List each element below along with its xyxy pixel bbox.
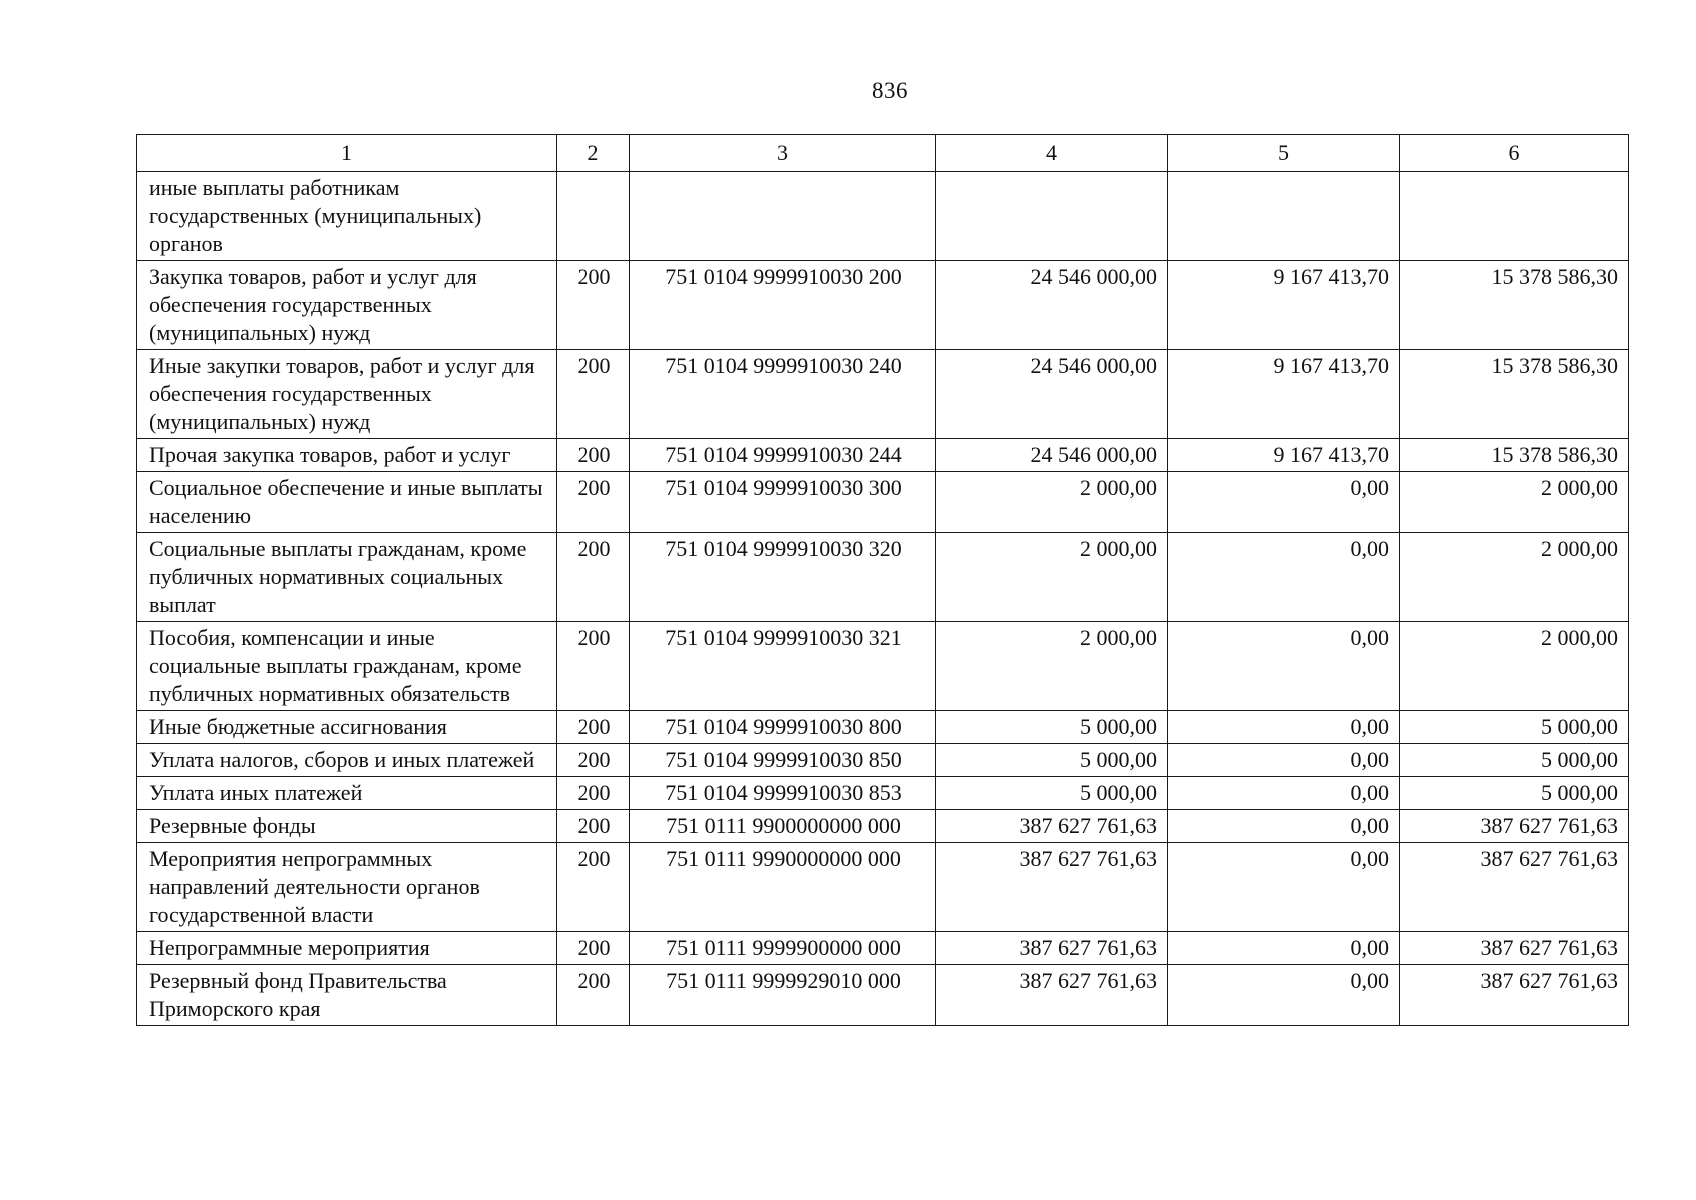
table-row [137, 622, 1629, 711]
row-code: 200 [557, 261, 630, 350]
row-unexecuted: 5 000,00 [1400, 711, 1629, 744]
row-approved: 387 627 761,63 [936, 965, 1168, 1026]
row-unexecuted: 15 378 586,30 [1400, 350, 1629, 439]
row-executed: 0,00 [1168, 810, 1400, 843]
row-name: Закупка товаров, работ и услуг для обеспечения государственных (муниципальных) нужд [137, 261, 557, 350]
row-unexecuted: 387 627 761,63 [1400, 965, 1629, 1026]
row-executed: 9 167 413,70 [1168, 439, 1400, 472]
row-kbk: 751 0104 9999910030 800 [630, 711, 936, 744]
row-approved: 5 000,00 [936, 777, 1168, 810]
row-executed: 0,00 [1168, 932, 1400, 965]
row-unexecuted: 5 000,00 [1400, 744, 1629, 777]
row-approved: 24 546 000,00 [936, 261, 1168, 350]
row-name: Иные закупки товаров, работ и услуг для обеспечения государственных (муниципальных) нужд [137, 350, 557, 439]
row-approved: 5 000,00 [936, 711, 1168, 744]
row-kbk: 751 0111 9990000000 000 [630, 843, 936, 932]
row-kbk: 751 0104 9999910030 240 [630, 350, 936, 439]
row-code: 200 [557, 810, 630, 843]
table-row [137, 533, 1629, 622]
row-unexecuted: 387 627 761,63 [1400, 843, 1629, 932]
row-code: 200 [557, 777, 630, 810]
row-unexecuted: 2 000,00 [1400, 622, 1629, 711]
row-executed: 0,00 [1168, 711, 1400, 744]
row-kbk: 751 0104 9999910030 850 [630, 744, 936, 777]
row-approved: 5 000,00 [936, 744, 1168, 777]
row-code: 200 [557, 533, 630, 622]
row-name: Уплата налогов, сборов и иных платежей [137, 744, 557, 777]
row-approved: 2 000,00 [936, 533, 1168, 622]
header-cell-6: 6 [1400, 135, 1629, 172]
row-name: иные выплаты работникам государственных (муниципальных) органов [137, 172, 557, 261]
row-executed: 0,00 [1168, 777, 1400, 810]
page-number: 836 [872, 78, 908, 103]
row-approved [936, 172, 1168, 261]
row-executed: 0,00 [1168, 622, 1400, 711]
row-name: Уплата иных платежей [137, 777, 557, 810]
row-approved: 24 546 000,00 [936, 439, 1168, 472]
row-kbk: 751 0111 9999929010 000 [630, 965, 936, 1026]
row-code: 200 [557, 439, 630, 472]
row-unexecuted: 5 000,00 [1400, 777, 1629, 810]
row-code [557, 172, 630, 261]
row-executed: 0,00 [1168, 472, 1400, 533]
table-row [137, 777, 1629, 810]
header-cell-3: 3 [630, 135, 936, 172]
row-name: Социальное обеспечение и иные выплаты населению [137, 472, 557, 533]
row-name: Прочая закупка товаров, работ и услуг [137, 439, 557, 472]
table-row [137, 965, 1629, 1026]
row-code: 200 [557, 932, 630, 965]
row-unexecuted: 387 627 761,63 [1400, 932, 1629, 965]
row-code: 200 [557, 965, 630, 1026]
table-body [137, 172, 1629, 1026]
table-row [137, 439, 1629, 472]
budget-execution-table [136, 134, 1629, 1026]
row-name: Иные бюджетные ассигнования [137, 711, 557, 744]
row-name: Резервные фонды [137, 810, 557, 843]
row-code: 200 [557, 472, 630, 533]
table-row [137, 472, 1629, 533]
row-executed: 0,00 [1168, 533, 1400, 622]
table-row [137, 843, 1629, 932]
row-name: Социальные выплаты гражданам, кроме публичных нормативных социальных выплат [137, 533, 557, 622]
table-row [137, 744, 1629, 777]
table-row [137, 261, 1629, 350]
table-row [137, 711, 1629, 744]
row-approved: 387 627 761,63 [936, 843, 1168, 932]
table-row [137, 932, 1629, 965]
row-unexecuted [1400, 172, 1629, 261]
row-approved: 387 627 761,63 [936, 810, 1168, 843]
row-kbk: 751 0104 9999910030 200 [630, 261, 936, 350]
row-unexecuted: 15 378 586,30 [1400, 439, 1629, 472]
row-executed: 9 167 413,70 [1168, 350, 1400, 439]
row-name: Резервный фонд Правительства Приморского края [137, 965, 557, 1026]
row-kbk: 751 0104 9999910030 320 [630, 533, 936, 622]
row-approved: 387 627 761,63 [936, 932, 1168, 965]
row-code: 200 [557, 843, 630, 932]
row-kbk: 751 0104 9999910030 321 [630, 622, 936, 711]
row-code: 200 [557, 350, 630, 439]
header-cell-2: 2 [557, 135, 630, 172]
row-unexecuted: 2 000,00 [1400, 533, 1629, 622]
row-kbk: 751 0104 9999910030 300 [630, 472, 936, 533]
row-unexecuted: 2 000,00 [1400, 472, 1629, 533]
row-unexecuted: 15 378 586,30 [1400, 261, 1629, 350]
row-executed: 0,00 [1168, 744, 1400, 777]
row-kbk: 751 0104 9999910030 853 [630, 777, 936, 810]
row-executed: 0,00 [1168, 965, 1400, 1026]
row-kbk: 751 0104 9999910030 244 [630, 439, 936, 472]
header-row [137, 135, 1629, 172]
header-cell-5: 5 [1168, 135, 1400, 172]
row-approved: 24 546 000,00 [936, 350, 1168, 439]
table-row [137, 350, 1629, 439]
row-approved: 2 000,00 [936, 622, 1168, 711]
row-name: Непрограммные мероприятия [137, 932, 557, 965]
row-code: 200 [557, 744, 630, 777]
row-code: 200 [557, 622, 630, 711]
row-kbk: 751 0111 9900000000 000 [630, 810, 936, 843]
row-code: 200 [557, 711, 630, 744]
row-executed: 9 167 413,70 [1168, 261, 1400, 350]
row-approved: 2 000,00 [936, 472, 1168, 533]
header-cell-4: 4 [936, 135, 1168, 172]
row-kbk: 751 0111 9999900000 000 [630, 932, 936, 965]
row-kbk [630, 172, 936, 261]
row-executed: 0,00 [1168, 843, 1400, 932]
table-row [137, 172, 1629, 261]
table-row [137, 810, 1629, 843]
row-name: Мероприятия непрограммных направлений деятельности органов государственной власти [137, 843, 557, 932]
row-name: Пособия, компенсации и иные социальные выплаты гражданам, кроме публичных нормативных обязательств [137, 622, 557, 711]
row-executed [1168, 172, 1400, 261]
table-header [137, 135, 1629, 172]
header-cell-1: 1 [137, 135, 557, 172]
row-unexecuted: 387 627 761,63 [1400, 810, 1629, 843]
